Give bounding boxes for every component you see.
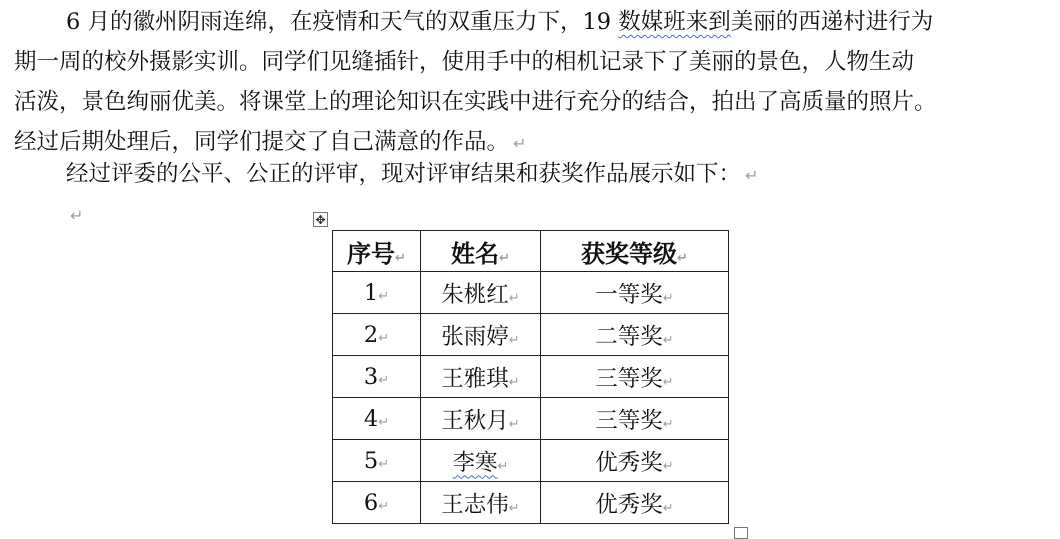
intro-paragraph — [14, 2, 1054, 164]
cell-level: 一等奖↵ — [541, 272, 729, 314]
cell-mark-icon: ↵ — [378, 456, 390, 472]
header-cell-level: 获奖等级↵ — [541, 231, 729, 272]
cell-number: 3↵ — [333, 356, 421, 398]
cell-name: 张雨婷↵ — [421, 314, 541, 356]
intro-text-line1-start: 6 月的徽州阴雨连绵，在疫情和天气的双重压力下，19 — [66, 9, 619, 35]
spellcheck-flagged-text[interactable]: 数媒班来到 — [618, 9, 731, 35]
cell-mark-icon: ↵ — [662, 290, 674, 306]
cell-mark-icon: ↵ — [508, 416, 520, 432]
cell-mark-icon: ↵ — [378, 330, 390, 346]
cell-name: 王秋月↵ — [421, 398, 541, 440]
cell-mark-icon: ↵ — [508, 500, 520, 516]
table-resize-handle[interactable] — [734, 527, 748, 539]
header-cell-number: 序号↵ — [333, 231, 421, 272]
cell-mark-icon: ↵ — [497, 458, 509, 474]
cell-mark-icon: ↵ — [662, 458, 674, 474]
table-row — [333, 356, 729, 398]
table-row — [333, 482, 729, 524]
cell-name: 朱桃红↵ — [421, 272, 541, 314]
cell-mark-icon: ↵ — [378, 498, 390, 514]
intro-text-line4: 经过后期处理后，同学们提交了自己满意的作品。 — [14, 129, 510, 155]
table-row — [333, 314, 729, 356]
cell-number: 4↵ — [333, 398, 421, 440]
cell-level: 三等奖↵ — [541, 356, 729, 398]
intro-text-line2: 期一周的校外摄影实训。同学们见缝插针，使用手中的相机记录下了美丽的景色，人物生动 — [14, 49, 915, 75]
cell-mark-icon: ↵ — [395, 250, 406, 266]
table-move-handle-icon[interactable]: ✥ — [313, 212, 328, 227]
paragraph-mark-icon: ↵ — [745, 166, 759, 185]
cell-level: 三等奖↵ — [541, 398, 729, 440]
cell-number: 6↵ — [333, 482, 421, 524]
cell-name: 王雅琪↵ — [421, 356, 541, 398]
cell-mark-icon: ↵ — [662, 374, 674, 390]
review-paragraph — [14, 154, 1054, 196]
header-cell-name: 姓名↵ — [421, 231, 541, 272]
intro-text-line3: 活泼，景色绚丽优美。将课堂上的理论知识在实践中进行充分的结合，拍出了高质量的照片。 — [14, 89, 937, 115]
table-row — [333, 398, 729, 440]
cell-level: 优秀奖↵ — [541, 482, 729, 524]
cell-mark-icon: ↵ — [378, 414, 390, 430]
cell-mark-icon: ↵ — [508, 290, 520, 306]
cell-mark-icon: ↵ — [499, 250, 510, 266]
table-header-row — [333, 231, 729, 272]
cell-level: 优秀奖↵ — [541, 440, 729, 482]
cell-name: 王志伟↵ — [421, 482, 541, 524]
cell-name — [421, 440, 541, 482]
cell-mark-icon: ↵ — [508, 374, 520, 390]
cell-number: 2↵ — [333, 314, 421, 356]
paragraph-mark-icon: ↵ — [70, 206, 84, 225]
cell-mark-icon: ↵ — [662, 500, 674, 516]
cell-mark-icon: ↵ — [508, 332, 520, 348]
cell-number: 5↵ — [333, 440, 421, 482]
table-row — [333, 440, 729, 482]
paragraph-mark-icon: ↵ — [513, 134, 527, 153]
cell-mark-icon: ↵ — [662, 332, 674, 348]
spellcheck-flagged-name[interactable]: 李寒 — [452, 449, 498, 476]
table-row — [333, 272, 729, 314]
cell-mark-icon: ↵ — [378, 372, 390, 388]
cell-mark-icon: ↵ — [662, 416, 674, 432]
intro-text-line1-end: 美丽的西递村进行为 — [730, 9, 934, 35]
review-text: 经过评委的公平、公正的评审，现对评审结果和获奖作品展示如下： — [66, 161, 742, 187]
cell-number: 1↵ — [333, 272, 421, 314]
cell-mark-icon: ↵ — [677, 250, 688, 266]
awards-table — [332, 230, 729, 524]
cell-level: 二等奖↵ — [541, 314, 729, 356]
cell-mark-icon: ↵ — [378, 288, 390, 304]
